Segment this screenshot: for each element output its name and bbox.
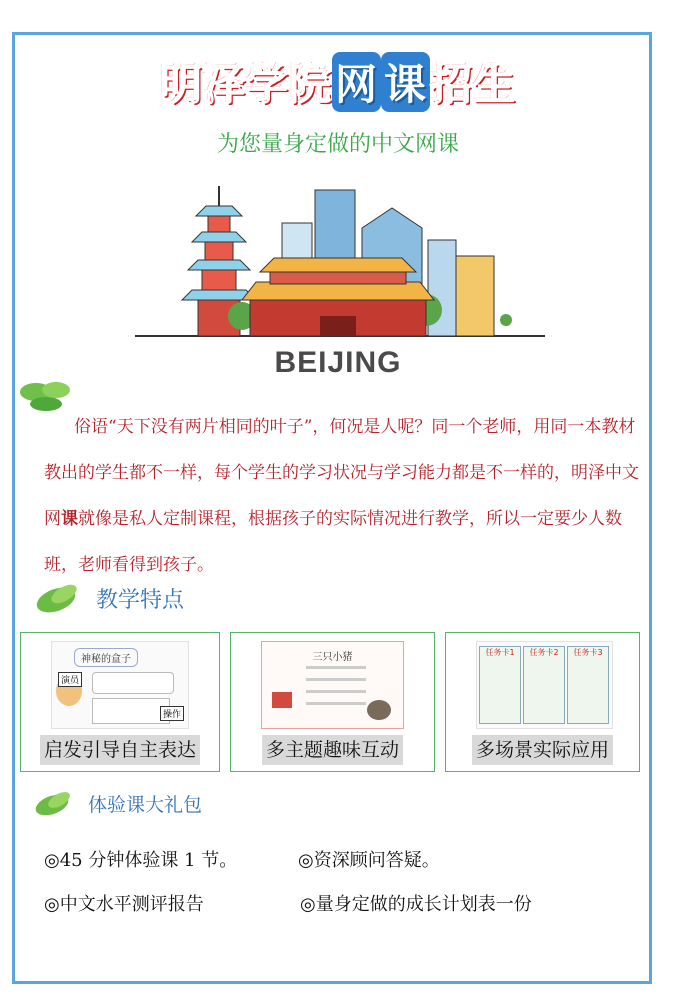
gift-heading	[34, 788, 202, 818]
title-char: 泽	[202, 60, 246, 109]
wolf-icon	[367, 700, 391, 720]
gift-heading-label: 体验课大礼包	[88, 793, 203, 816]
feature-thumbnail	[51, 641, 189, 729]
task-card	[567, 646, 609, 724]
beijing-skyline-illustration	[130, 178, 550, 343]
title-char: 招	[430, 60, 474, 109]
city-name-label: BEIJING	[274, 346, 402, 379]
option-box	[92, 698, 170, 724]
title-char: 课	[381, 52, 430, 112]
task-card	[479, 646, 521, 724]
task-card	[523, 646, 565, 724]
features-heading	[34, 580, 184, 616]
task-card-title: 任务卡2	[529, 648, 559, 657]
speech-bubble	[92, 672, 174, 694]
feature-caption: 启发引导自主表达	[40, 735, 200, 765]
title-char: 网	[332, 52, 381, 112]
intro-text-2: 就像是私人定制课程，根据孩子的实际情况进行教学，所以一定要少人数班，老师看得到孩子。	[44, 509, 622, 575]
title-char: 明	[159, 60, 203, 109]
task-card-title: 任务卡3	[573, 648, 603, 657]
title-char: 院	[288, 60, 332, 109]
title-char: 生	[473, 60, 517, 109]
feature-caption: 多场景实际应用	[472, 735, 613, 765]
intro-bold: 课	[61, 509, 78, 529]
feature-card	[230, 632, 435, 772]
thumb-title: 神秘的盒子	[74, 648, 138, 667]
leaf-icon	[34, 788, 76, 818]
feature-card	[445, 632, 640, 772]
gift-item: ◎量身定做的成长计划表一份	[300, 894, 532, 915]
leaf-icon	[34, 580, 84, 616]
house-icon	[272, 692, 292, 708]
text-line	[306, 690, 366, 693]
gift-item: ◎中文水平测评报告	[44, 894, 204, 915]
text-line	[306, 666, 366, 669]
feature-thumbnail	[476, 641, 613, 729]
gift-item: ◎45 分钟体验课 1 节。	[44, 850, 238, 871]
thumb-tag: 演员	[58, 672, 82, 687]
title-char: 学	[245, 60, 289, 109]
features-heading-label: 教学特点	[96, 587, 185, 613]
gate-icon	[242, 258, 434, 336]
page-subtitle: 为您量身定做的中文网课	[216, 132, 459, 157]
task-card-title: 任务卡1	[485, 648, 515, 657]
feature-thumbnail	[261, 641, 404, 729]
intro-paragraph	[44, 404, 644, 588]
text-line	[306, 678, 366, 681]
page-title	[0, 52, 676, 112]
feature-card	[20, 632, 220, 772]
intro-text: 俗语“天下没有两片相同的叶子”，何况是人呢？同一个老师，用同一本教材教出的学生都不一样，每个学生的学习状况与学习能力都是不一样的，明泽中文网	[44, 417, 639, 529]
feature-caption: 多主题趣味互动	[262, 735, 403, 765]
thumb-tag: 操作	[160, 706, 184, 721]
gift-item: ◎资深顾问答疑。	[298, 850, 440, 871]
text-line	[306, 702, 366, 705]
thumb-title: 三只小猪	[312, 652, 353, 663]
